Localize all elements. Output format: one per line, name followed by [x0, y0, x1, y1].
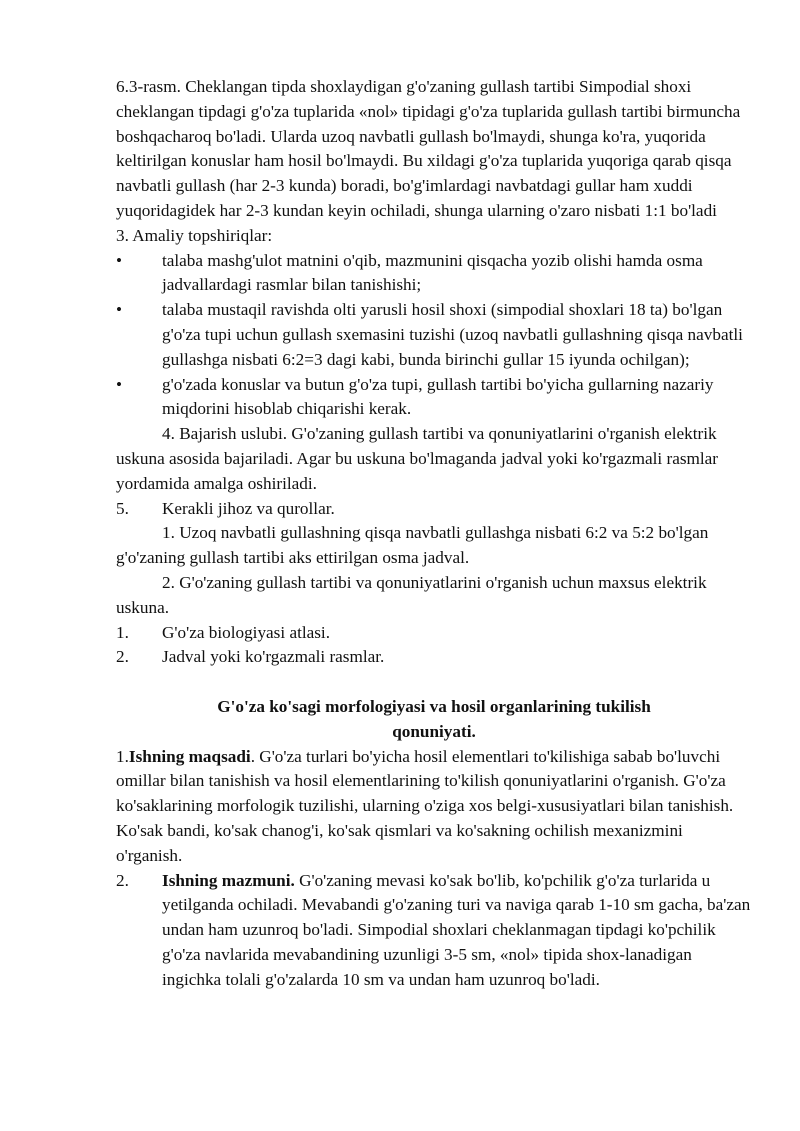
- equipment-item-2: 2. G'o'zaning gullash tartibi va qonuniyatlarini o'rganish uchun maxsus elektrik uskuna.: [116, 572, 707, 617]
- task-item: [116, 298, 752, 372]
- section-3-heading: 3. Amaliy topshiriqlar:: [116, 225, 273, 245]
- content-text: G'o'zaning mevasi ko'sak bo'lib, ko'pchilik g'o'za turlarida u yetilganda ochiladi. Mevabandi g'o'zaning turi va naviga qarab 1-10 sm gacha, ba'zan undan ham uzunroq bo'ladi. Simpodial shoxlari cheklanmagan tipdagi ko'pchilik g'o'za navlarida mevabandining uzunligi 3-5 sm, «nol» tipida shox-lanadigan ingichka tolali g'o'zalarda 10 sm va undan ham uzunroq bo'ladi.: [162, 870, 751, 989]
- list-marker: 1.: [116, 622, 129, 642]
- section-title: [116, 695, 752, 745]
- task-text: g'o'zada konuslar va butun g'o'za tupi, gullash tartibi bo'yicha gullarning nazariy miqdorini hisoblab chiqarishi kerak.: [162, 374, 714, 419]
- aim-paragraph: [116, 745, 752, 869]
- section-4-paragraph: 4. Bajarish uslubi. G'o'zaning gullash tartibi va qonuniyatlarini o'rganish elektrik uskuna asosida bajariladi. Agar bu uskuna bo'lmaganda jadval yoki ko'rgazmali rasmlar yordamida amalga oshiriladi.: [116, 424, 719, 493]
- task-item: [116, 373, 752, 423]
- section-title-line-2: qonuniyati.: [392, 721, 476, 741]
- task-text: talaba mashg'ulot matnini o'qib, mazmunini qisqacha yozib olishi hamda osma jadvallardagi rasmlar bilan tanishishi;: [162, 250, 703, 295]
- aim-label: Ishning maqsadi: [128, 746, 251, 766]
- equipment-item-1: 1. Uzoq navbatli gullashning qisqa navbatli gullashga nisbati 6:2 va 5:2 bo'lgan g'o'zaning gullash tartibi aks ettirilgan osma jadval.: [116, 523, 709, 568]
- content-paragraph: [116, 869, 752, 993]
- list-marker: 2.: [116, 647, 129, 667]
- bullet-marker: •: [116, 374, 123, 394]
- list-text: G'o'za biologiyasi atlasi.: [162, 622, 331, 642]
- content-label: Ishning mazmuni.: [162, 870, 295, 890]
- content-marker: 2.: [116, 870, 129, 890]
- aim-text: . G'o'za turlari bo'yicha hosil elementlari to'kilishiga sabab bo'luvchi omillar bilan tanishish va hosil elementlarining to'kilish qonuniyatlarini o'rganish. G'o'za ko'saklarining morfologik tuzilishi, ularning o'ziga xos belgi-xususiyatlari bilan tanishish. Ko'sak bandi, ko'sak chanog'i, ko'sak qismlari va ko'sakning ochilish mexanizmini o'rganish.: [116, 746, 734, 865]
- bullet-marker: •: [116, 300, 123, 320]
- section-title-line-1: G'o'za ko'sagi morfologiyasi va hosil organlarining tukilish: [217, 696, 651, 716]
- section-5-text: Kerakli jihoz va qurollar.: [162, 498, 335, 518]
- aim-number: 1.: [116, 746, 129, 766]
- task-item: [116, 249, 752, 299]
- bullet-marker: •: [116, 250, 123, 270]
- document-body: [116, 75, 752, 992]
- list-item: [116, 621, 752, 646]
- list-item: [116, 645, 752, 670]
- section-5-marker: 5.: [116, 498, 129, 518]
- task-text: talaba mustaqil ravishda olti yarusli hosil shoxi (simpodial shoxlari 18 ta) bo'lgan g'o'za tupi uchun gullash sxemasini tuzishi (uzoq navbatli gullashning qisqa navbatli gullashga nisbati 6:2=3 dagi kabi, bunda birinchi gullar 15 iyunda ochilgan);: [162, 300, 743, 369]
- figure-caption-paragraph: 6.3-rasm. Cheklangan tipda shoxlaydigan g'o'zaning gullash tartibi Simpodial shoxi cheklangan tipdagi g'o'za tuplarida «nol» tipidagi g'o'za tuplarida gullash tartibi birmuncha boshqacharoq bo'ladi. Ularda uzoq navbatli gullash bo'lmaydi, shunga ko'ra, yuqorida keltirilgan konuslar ham hosil bo'lmaydi. Bu xildagi g'o'za tuplarida yuqoriga qarab qisqa navbatli gullash (har 2-3 kunda) boradi, bo'g'imlardagi navbatdagi gullar ham xuddi yuqoridagidek har 2-3 kundan keyin ochiladi, shunga ularning o'zaro nisbati 1:1 bo'ladi: [116, 77, 741, 220]
- section-5-heading: [116, 497, 752, 522]
- list-text: Jadval yoki ko'rgazmali rasmlar.: [162, 647, 385, 667]
